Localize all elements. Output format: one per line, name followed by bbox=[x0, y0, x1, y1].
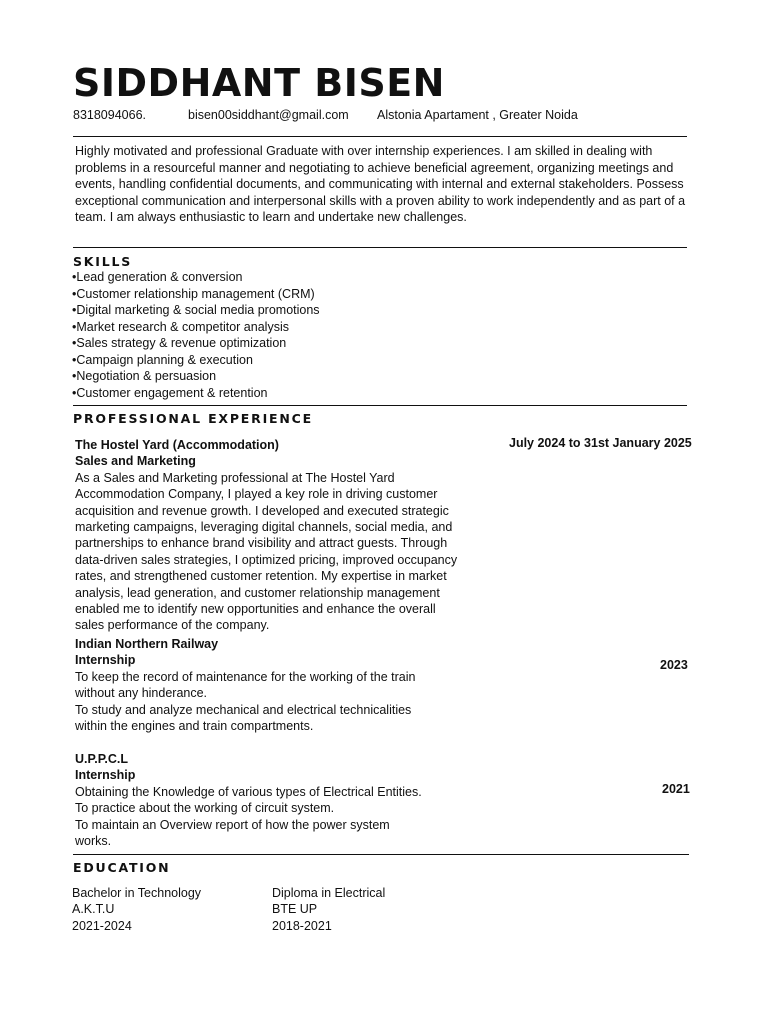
home-address: Alstonia Apartament , Greater Noida bbox=[377, 108, 578, 122]
header-divider bbox=[73, 136, 687, 137]
job-duty: Obtaining the Knowledge of various types of Electrical Entities. bbox=[75, 784, 422, 799]
education-years: 2018-2021 bbox=[272, 918, 332, 933]
skill-item: • Lead generation & conversion bbox=[72, 269, 320, 286]
phone-number: 8318094066. bbox=[73, 108, 146, 122]
job-duty: To maintain an Overview report of how the power system works. bbox=[75, 817, 390, 849]
education-entry bbox=[272, 885, 385, 934]
education-years: 2021-2024 bbox=[72, 918, 132, 933]
job-duty: To practice about the working of circuit system. bbox=[75, 801, 335, 816]
education-institution: BTE UP bbox=[272, 902, 318, 917]
job-organization: Indian Northern Railway bbox=[75, 637, 219, 651]
job-duty: To keep the record of maintenance for the working of the train without any hinderance. bbox=[75, 669, 416, 701]
skill-item: • Customer engagement & retention bbox=[72, 385, 320, 402]
skills-list bbox=[72, 269, 320, 401]
profile-summary bbox=[75, 143, 695, 226]
job-entry bbox=[75, 751, 475, 849]
skills-divider bbox=[73, 405, 687, 406]
job-date: 2023 bbox=[660, 658, 688, 672]
job-date: July 2024 to 31st January 2025 bbox=[509, 436, 692, 450]
education-entry bbox=[72, 885, 201, 934]
summary-divider bbox=[73, 247, 687, 248]
job-duty: To study and analyze mechanical and electrical technicalities within the engines and train compartments. bbox=[75, 702, 412, 734]
summary-paragraph: exceptional communication and interpersonal skills with a proven ability to work independently and as part of a team. I am always enthusiastic to learn and undertake new challenges. bbox=[75, 193, 686, 224]
summary-paragraph: Highly motivated and professional Graduate with over internship experiences. I am skilled in dealing with problems in a resourceful manner and negotiating to achieve beneficial agreement, organizing meetings and events, handling confidential documents, and communicating with internal and external stakeholders. Possess bbox=[75, 144, 684, 191]
job-organization: The Hostel Yard (Accommodation) bbox=[75, 438, 279, 452]
experience-divider bbox=[73, 854, 689, 855]
education-institution: A.K.T.U bbox=[72, 902, 115, 917]
job-role: Internship bbox=[75, 653, 136, 668]
job-role: Internship bbox=[75, 768, 136, 783]
skill-item: • Campaign planning & execution bbox=[72, 352, 320, 369]
job-entry bbox=[75, 437, 475, 634]
education-degree: Diploma in Electrical bbox=[272, 886, 386, 900]
skill-item: • Negotiation & persuasion bbox=[72, 368, 320, 385]
job-date: 2021 bbox=[662, 782, 690, 796]
education-degree: Bachelor in Technology bbox=[72, 886, 202, 900]
email-address: bisen00siddhant@gmail.com bbox=[188, 108, 349, 122]
skill-item: • Sales strategy & revenue optimization bbox=[72, 335, 320, 352]
resume-name: SIDDHANT BISEN bbox=[73, 61, 445, 105]
skill-item: • Customer relationship management (CRM) bbox=[72, 286, 320, 303]
skill-item: • Market research & competitor analysis bbox=[72, 319, 320, 336]
skills-heading: SKILLS bbox=[73, 254, 133, 269]
experience-heading: PROFESSIONAL EXPERIENCE bbox=[73, 411, 313, 426]
job-entry bbox=[75, 636, 475, 734]
education-heading: EDUCATION bbox=[73, 860, 171, 875]
job-role: Sales and Marketing bbox=[75, 454, 196, 469]
skill-item: • Digital marketing & social media promotions bbox=[72, 302, 320, 319]
job-organization: U.P.P.C.L bbox=[75, 752, 129, 766]
job-description: As a Sales and Marketing professional at The Hostel Yard Accommodation Company, I played a key role in driving customer acquisition and revenue growth. I developed and executed strategic marketing campaigns, leveraging digital channels, social media, and partnerships to enhance brand visibility and attract guests. Through data-driven sales strategies, I optimized pricing, improved occupancy rates, and strengthened customer retention. My expertise in market analysis, lead generation, and customer relationship management enabled me to identify new opportunities and enhance the overall sales performance of the company. bbox=[75, 470, 458, 633]
